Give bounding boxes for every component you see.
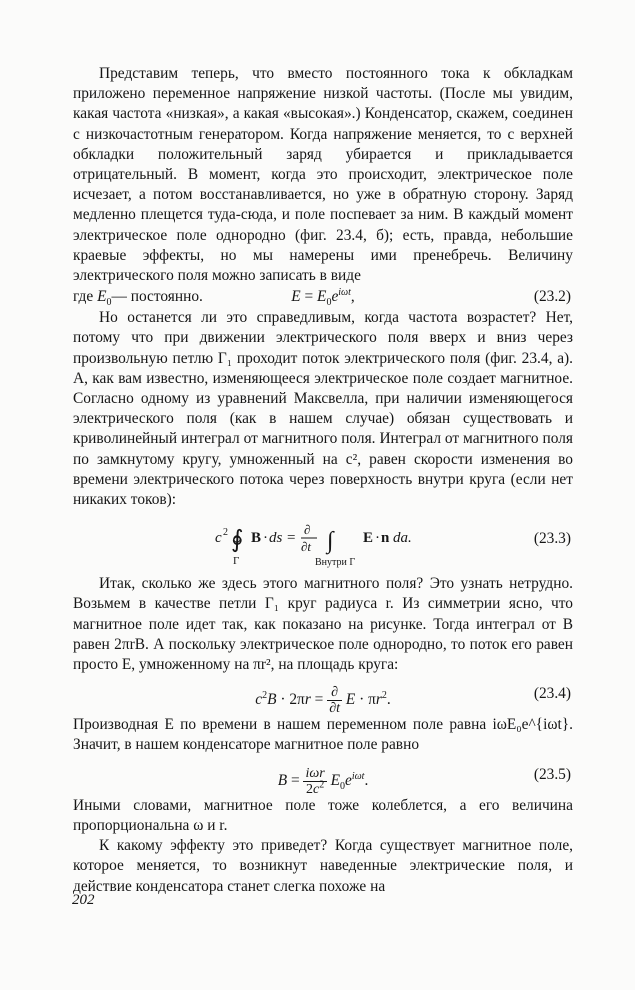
paragraph-6: К какому эффекту это приведет? Когда существует магнитное поле, которое меняется, то возникнут наведенные электрические поля, и действие конденсатора станет слегка похоже на xyxy=(73,837,573,895)
svg-text:=: = xyxy=(287,530,296,547)
svg-text:·: · xyxy=(263,530,268,547)
svg-text:E: E xyxy=(363,530,374,547)
svg-text:·: · xyxy=(375,530,380,547)
note-prefix: где xyxy=(73,288,94,306)
svg-text:n: n xyxy=(381,530,390,547)
equation-number: (23.5) xyxy=(533,765,571,783)
surface-label: Внутри Γ xyxy=(315,557,356,569)
contour-label: Γ xyxy=(233,555,240,568)
equation-23-3 xyxy=(73,510,573,574)
paragraph-5: Иными словами, магнитное поле тоже колеблется, а его величина пропорциональна ω и r. xyxy=(73,796,573,834)
svg-text:∂t: ∂t xyxy=(301,539,312,555)
equation-23-2-row xyxy=(73,286,573,308)
svg-text:∫: ∫ xyxy=(327,528,334,555)
paragraph-1: Представим теперь, что вместо постоянного тока к обкладкам приложено переменное напряжение низкой частоты. (После мы увидим, какая частота «низкая», а какая «высокая».) Конденсатор, скажем, соединен с низкочастотным генератором. Когда напряжение меняется, то с верхней обкладки положительный заряд убирается и прикладывается отрицательный. В момент, когда это происходит, электрическое поле исчезает, а потом восстанавливается, но уже в обратную сторону. Заряд медленно плещется туда-сюда, и поле поспевает за ним. В каждый момент электрическое поле однородно (фиг. 23.4, б); есть, правда, небольшие краевые эффекты, но мы намерены ими пренебречь. Величину электрического поля можно записать в виде xyxy=(73,65,573,285)
equation-number: (23.2) xyxy=(533,288,571,306)
svg-text:B: B xyxy=(251,530,262,547)
svg-text:c: c xyxy=(215,530,222,547)
integral-equation-graphic xyxy=(213,514,473,570)
svg-text:∂: ∂ xyxy=(304,522,311,538)
equation-number: (23.4) xyxy=(533,685,571,703)
page-number: 202 xyxy=(72,892,95,908)
svg-text:da.: da. xyxy=(393,530,412,547)
paragraph-3: Итак, сколько же здесь этого магнитного поля? Это узнать нетрудно. Возьмем в качестве петли Γ₁ круг радиуса r. Из симметрии ясно, что магнитное поле идет так, как показано на рисунке. Тогда интеграл от B равен 2πrB. А поскольку электрическое поле однородно, то поток его равен просто E, умноженному на πr², на площадь круга: xyxy=(73,575,573,674)
equation-number: (23.3) xyxy=(533,530,571,548)
paragraph-4: Производная E по времени в нашем переменном поле равна iωE₀e^{iωt}. Значит, в нашем конденсаторе магнитное поле равно xyxy=(73,716,573,754)
equation-23-2: $E = E_0e^{i\omega t}$, xyxy=(291,287,355,309)
note-suffix: — постоянно. xyxy=(111,288,203,306)
page-content xyxy=(73,64,573,897)
e0-constant-note: где $E_0—$ постоянно. xyxy=(73,288,203,309)
svg-text:∮: ∮ xyxy=(231,527,244,554)
equation-23-5: B = $\frac{\text{iωr}}{2c^2}$ $E_0e^{i\omega t}$. (23.5) xyxy=(277,765,571,797)
svg-text:2: 2 xyxy=(223,527,228,539)
svg-text:ds: ds xyxy=(269,530,283,547)
paragraph-2: Но останется ли это справедливым, когда частота возрастет? Нет, потому что при движении электрического поля вверх и вниз через произвольную петлю Γ₁ проходит поток электрического поля (фиг. 23.4, а). А, как вам известно, изменяющееся электрическое поле создает магнитное. Согласно одному из уравнений Максвелла, при наличии изменяющегося электрического поля (как в нашем случае) обязан существовать и криволинейный интеграл от магнитного поля. Интеграл от магнитного поля по замкнутому кругу, умноженный на c², равен скорости изменения во времени электрического потока через поверхность внутри круга (если нет никаких токов): xyxy=(73,309,573,509)
equation-23-4: $c^2B \cdot 2\pi r$ = $\frac{\partial}{\partial t}$ $E \cdot \pi r^2$. (23.4) xyxy=(255,685,571,717)
